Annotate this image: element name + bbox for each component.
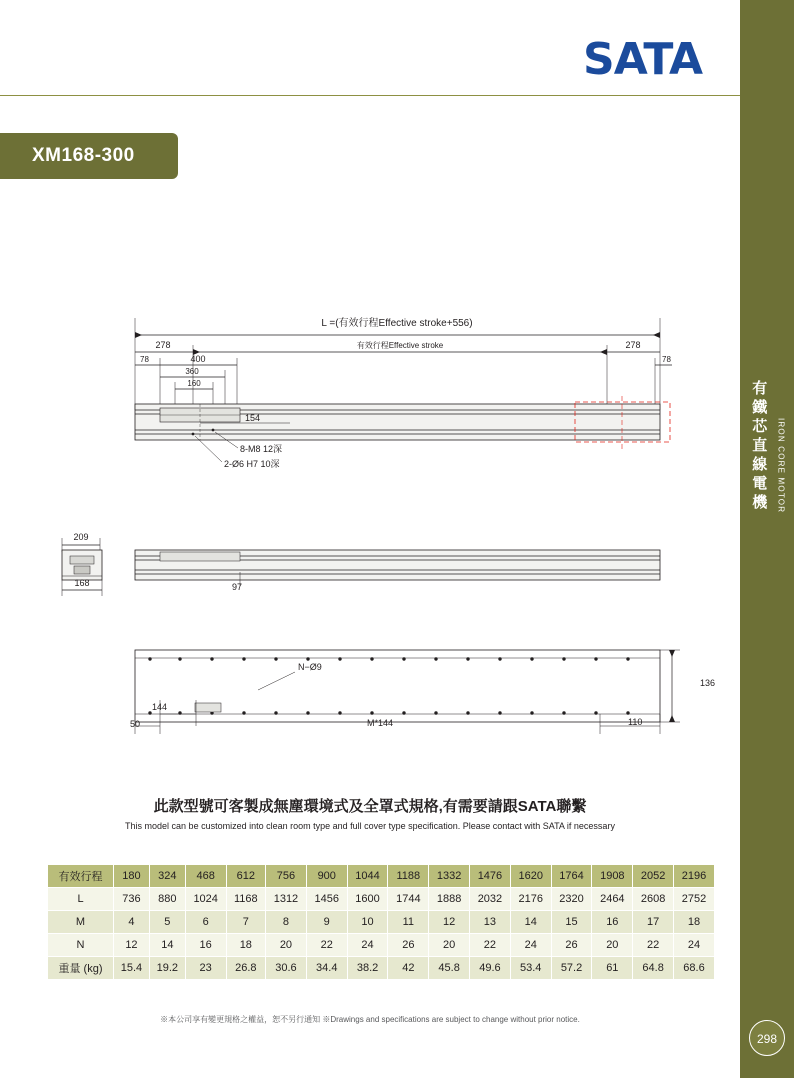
side-bar-label-en: IRON CORE MOTOR	[776, 417, 786, 513]
cell: 20	[429, 934, 470, 957]
cell: 900	[306, 865, 347, 888]
cell: 2032	[470, 888, 511, 911]
table-row	[48, 865, 715, 888]
caption-english: This model can be customized into clean room type and full cover type specification. Please contact with SATA if necessary	[125, 821, 615, 831]
cell: 1188	[388, 865, 429, 888]
cell: 24	[510, 934, 551, 957]
cell: 2320	[551, 888, 592, 911]
cell: 2196	[674, 865, 715, 888]
page-number: 298	[749, 1020, 785, 1056]
cell: 18	[674, 911, 715, 934]
cell: 68.6	[674, 957, 715, 980]
side-bar-text	[740, 380, 794, 518]
label-50: 50	[130, 719, 141, 729]
label-effective-stroke: 有效行程Effective stroke	[356, 341, 444, 350]
table-row	[48, 957, 715, 980]
cell: 12	[114, 934, 150, 957]
label-97: 97	[232, 582, 243, 592]
cell: 736	[114, 888, 150, 911]
cell: 15.4	[114, 957, 150, 980]
cell: 1456	[306, 888, 347, 911]
cell: 53.4	[510, 957, 551, 980]
cell: 756	[266, 865, 307, 888]
cell: 1908	[592, 865, 633, 888]
table-row	[48, 911, 715, 934]
cell: 13	[470, 911, 511, 934]
cell: 10	[347, 911, 388, 934]
sata-logo: SATA	[583, 34, 702, 85]
cell: 1312	[266, 888, 307, 911]
label-n-o9: N−Ø9	[298, 662, 322, 672]
spec-table	[47, 864, 715, 980]
label-144: 144	[152, 702, 168, 712]
cell: 26.8	[226, 957, 265, 980]
cell: 38.2	[347, 957, 388, 980]
cell: 468	[185, 865, 226, 888]
label-110: 110	[628, 717, 643, 727]
cell: 2608	[633, 888, 674, 911]
cell: 324	[149, 865, 185, 888]
label-360: 360	[185, 367, 199, 376]
cell: 1476	[470, 865, 511, 888]
row-label: L	[48, 888, 114, 911]
cell: 12	[429, 911, 470, 934]
cell: 19.2	[149, 957, 185, 980]
cell: 64.8	[633, 957, 674, 980]
cell: 26	[388, 934, 429, 957]
cell: 45.8	[429, 957, 470, 980]
row-label: N	[48, 934, 114, 957]
cell: 9	[306, 911, 347, 934]
row-label: 有效行程	[48, 865, 114, 888]
cell: 8	[266, 911, 307, 934]
label-278-right: 278	[625, 340, 641, 350]
cell: 30.6	[266, 957, 307, 980]
cell: 1024	[185, 888, 226, 911]
label-160: 160	[187, 379, 201, 388]
label-78-left: 78	[140, 355, 149, 364]
cell: 18	[226, 934, 265, 957]
cell: 1168	[226, 888, 265, 911]
cell: 880	[149, 888, 185, 911]
footnote: ※本公司享有變更規格之權益，恕不另行通知 ※Drawings and specifications are subject to change without prior notice.	[160, 1015, 580, 1024]
cell: 1620	[510, 865, 551, 888]
cell: 180	[114, 865, 150, 888]
cell: 2176	[510, 888, 551, 911]
cell: 22	[633, 934, 674, 957]
cell: 15	[551, 911, 592, 934]
cell: 14	[149, 934, 185, 957]
cell: 20	[592, 934, 633, 957]
cell: 16	[185, 934, 226, 957]
cell: 16	[592, 911, 633, 934]
cell: 4	[114, 911, 150, 934]
model-title: XM168-300	[0, 133, 178, 179]
cell: 22	[306, 934, 347, 957]
cell: 5	[149, 911, 185, 934]
cell: 2052	[633, 865, 674, 888]
cell: 1744	[388, 888, 429, 911]
caption-chinese: 此款型號可客製成無塵環境式及全罩式規格,有需要請跟SATA聯繫	[153, 798, 587, 815]
cell: 34.4	[306, 957, 347, 980]
cell: 612	[226, 865, 265, 888]
cell: 49.6	[470, 957, 511, 980]
label-2-d6: 2-Ø6 H7 10深	[224, 459, 280, 469]
label-78-right: 78	[662, 355, 671, 364]
cell: 11	[388, 911, 429, 934]
table-row	[48, 888, 715, 911]
cell: 1764	[551, 865, 592, 888]
cell: 20	[266, 934, 307, 957]
label-209: 209	[73, 532, 89, 542]
cell: 2752	[674, 888, 715, 911]
cell: 61	[592, 957, 633, 980]
cell: 2464	[592, 888, 633, 911]
table-row	[48, 934, 715, 957]
row-label: 重量 (kg)	[48, 957, 114, 980]
label-400: 400	[190, 354, 206, 364]
label-overall-length: L =(有效行程Effective stroke+556)	[321, 318, 473, 329]
cell: 22	[470, 934, 511, 957]
cell: 1888	[429, 888, 470, 911]
side-bar	[740, 0, 794, 1078]
cell: 24	[347, 934, 388, 957]
cell: 1600	[347, 888, 388, 911]
side-bar-label-cn: 有鐵芯直線電機	[750, 380, 768, 513]
cell: 6	[185, 911, 226, 934]
label-m144: M*144	[366, 718, 394, 728]
label-154: 154	[245, 413, 261, 423]
cell: 23	[185, 957, 226, 980]
label-278-left: 278	[155, 340, 171, 350]
cell: 1332	[429, 865, 470, 888]
cell: 7	[226, 911, 265, 934]
cell: 26	[551, 934, 592, 957]
label-136: 136	[700, 678, 716, 688]
cell: 17	[633, 911, 674, 934]
label-168: 168	[74, 578, 90, 588]
row-label: M	[48, 911, 114, 934]
cell: 1044	[347, 865, 388, 888]
label-8-m8: 8-M8 12深	[240, 444, 283, 454]
cell: 24	[674, 934, 715, 957]
cell: 14	[510, 911, 551, 934]
cell: 57.2	[551, 957, 592, 980]
cell: 42	[388, 957, 429, 980]
